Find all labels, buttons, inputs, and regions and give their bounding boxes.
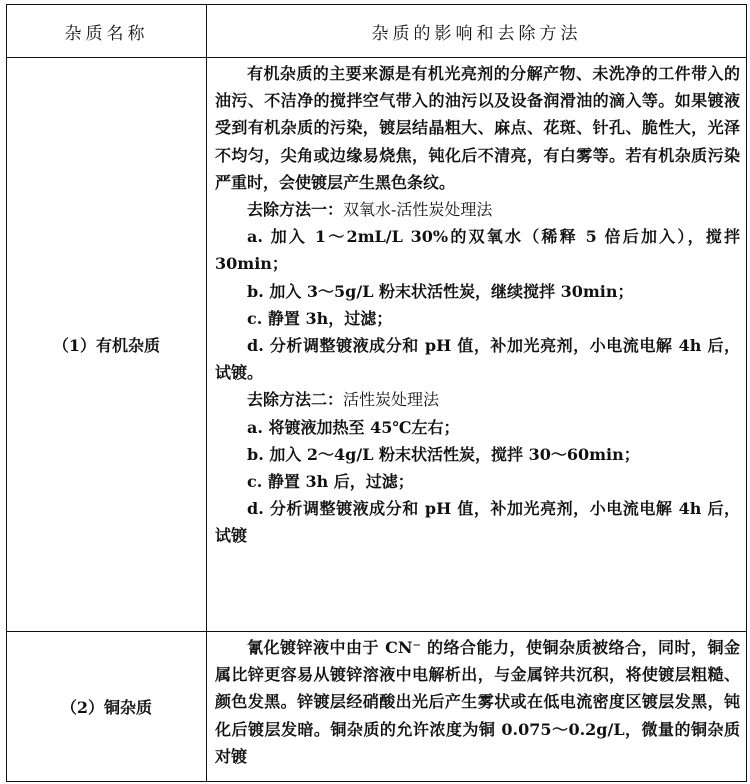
paragraph: 有机杂质的主要来源是有机光亮剂的分解产物、未洗净的工件带入的油污、不洁净的搅拌空气带入的油污以及设备润滑油的滴入等。如果镀液受到有机杂质的污染，镀层结晶粗大、麻点、花斑、针孔、脆性大，光泽不均匀，尖角或边缘易烧焦，钝化后不清亮，有白雾等。若有机杂质污染严重时，会使镀层产生黑色条纹。 [215, 64, 740, 192]
impurity-name-copper: （2）铜杂质 [7, 632, 207, 782]
paragraph: 去除方法二：活性炭处理法 [247, 390, 440, 410]
paragraph: b. 加入 2～4g/L 粉末状活性炭，搅拌 30～60min； [247, 444, 640, 464]
header-impurity-name: 杂质名称 [7, 5, 207, 58]
table-row-organic [7, 58, 747, 632]
paragraph: d. 分析调整镀液成分和 pH 值，补加光亮剂，小电流电解 4h 后，试镀 [215, 499, 740, 546]
table-header-row [7, 5, 747, 58]
impurity-table [6, 4, 747, 782]
paragraph: a. 加入 1～2mL/L 30%的双氧水（稀释 5 倍后加入），搅拌 30min； [215, 227, 740, 274]
paragraph: b. 加入 3～5g/L 粉末状活性炭，继续搅拌 30min； [247, 281, 634, 301]
paragraph: c. 静置 3h，过滤； [247, 308, 393, 328]
paragraph: 氰化镀锌液中由于 CN⁻ 的络合能力，使铜杂质被络合，同时，铜金属比锌更容易从镀锌溶液中电解析出，与金属锌共沉积，将使镀层粗糙、颜色发黑。锌镀层经硝酸出光后产生雾状或在低电流密度区镀层发黑，钝化后镀层发暗。铜杂质的允许浓度为铜 0.075～0.2g/L，微量的铜杂质对镀 [215, 638, 740, 766]
impurity-description-copper [207, 632, 747, 782]
impurity-name-organic: （1）有机杂质 [7, 58, 207, 632]
table-row-copper [7, 632, 747, 782]
paragraph: a. 将镀液加热至 45℃左右； [247, 417, 460, 437]
paragraph: 去除方法一：双氧水-活性炭处理法 [247, 200, 493, 220]
paragraph: c. 静置 3h 后，过滤； [247, 472, 414, 492]
paragraph: d. 分析调整镀液成分和 pH 值，补加光亮剂，小电流电解 4h 后，试镀。 [215, 336, 740, 383]
header-effect-and-removal: 杂质的影响和去除方法 [207, 5, 747, 58]
impurity-description-organic [207, 58, 747, 632]
